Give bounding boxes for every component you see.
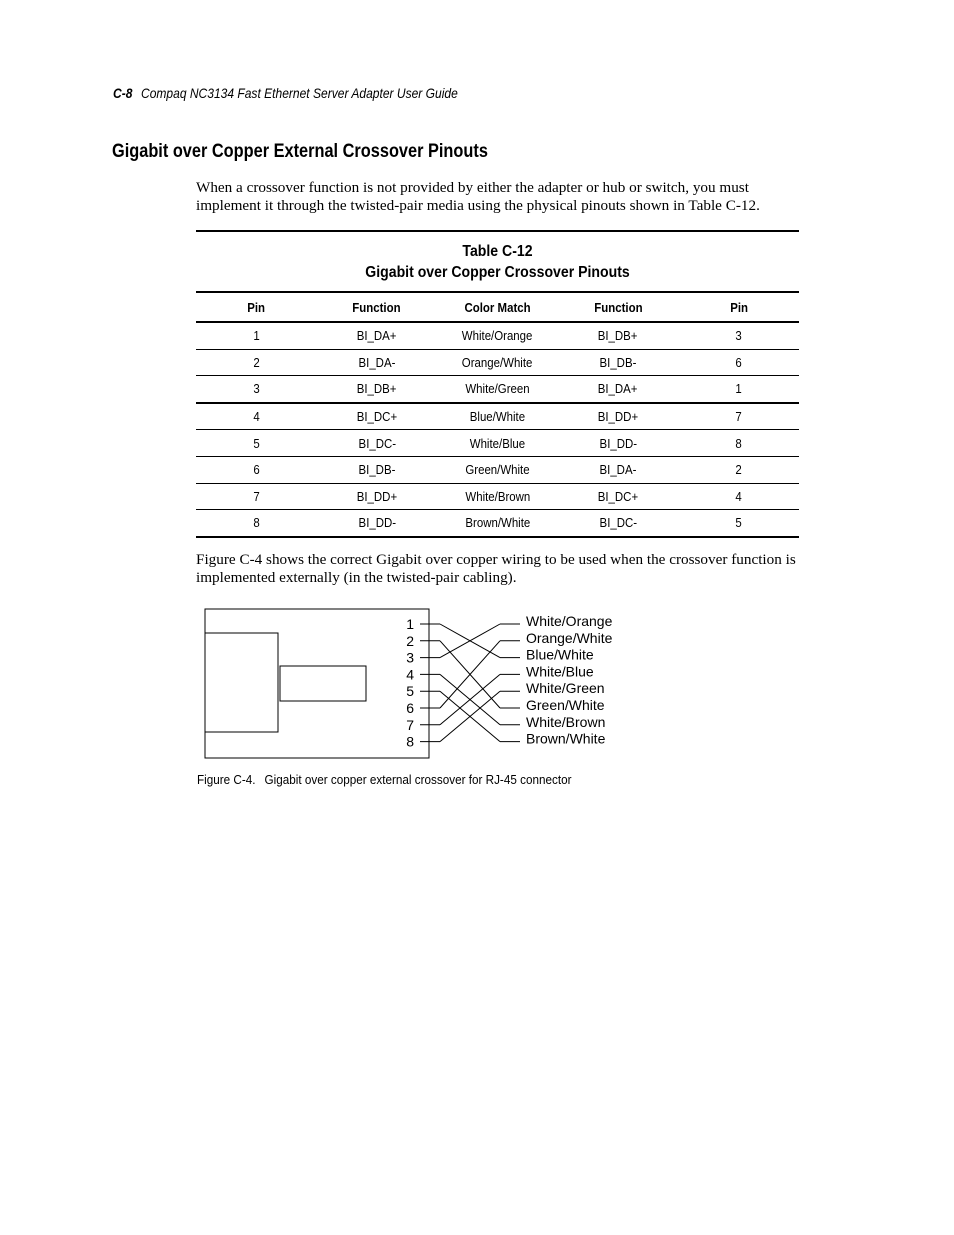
table-cell: 7 [196, 483, 317, 510]
table-cell: Brown/White [437, 510, 558, 537]
table-cell: BI_DD+ [558, 403, 679, 430]
table-cell: BI_DB+ [317, 376, 438, 403]
table-cell: 7 [678, 403, 799, 430]
pin-leads [420, 624, 440, 742]
column-header: Function [558, 292, 679, 322]
table-cell: BI_DC- [317, 430, 438, 457]
table-cell: BI_DA- [317, 349, 438, 376]
table-cell: BI_DB- [317, 456, 438, 483]
table-row [196, 430, 799, 457]
table-cell: White/Brown [437, 483, 558, 510]
table-cell: BI_DA- [558, 456, 679, 483]
crossover-wires [440, 624, 500, 742]
running-header [113, 85, 458, 101]
crossover-diagram [200, 604, 630, 764]
table-cell: 5 [196, 430, 317, 457]
figure-caption-text: Gigabit over copper external crossover for RJ-45 connector [264, 772, 572, 787]
column-header: Color Match [437, 292, 558, 322]
table-cell: BI_DC+ [558, 483, 679, 510]
intro-paragraph: When a crossover function is not provided by either the adapter or hub or switch, you must implement it through the twisted-pair media using the physical pinouts shown in Table C-12. [196, 179, 760, 214]
table-cell: White/Orange [437, 322, 558, 349]
column-header: Pin [678, 292, 799, 322]
table-row [196, 349, 799, 376]
pin-number-label: 3 [406, 649, 414, 666]
wire-color-label: White/Blue [526, 663, 594, 680]
wire-color-labels [526, 613, 613, 747]
pin-number-label: 1 [406, 616, 414, 632]
connector-tab [280, 666, 366, 701]
table-cell: 4 [196, 403, 317, 430]
column-header: Pin [196, 292, 317, 322]
table-cell: 8 [196, 510, 317, 537]
table-row [196, 483, 799, 510]
guide-title: Compaq NC3134 Fast Ethernet Server Adapter User Guide [141, 85, 458, 101]
column-header: Function [317, 292, 438, 322]
wire-color-label: White/Green [526, 680, 605, 697]
table-caption [196, 241, 799, 283]
table-row [196, 510, 799, 537]
table-cell: 8 [678, 430, 799, 457]
pin-number-label: 8 [406, 733, 414, 750]
pinout-table [196, 291, 799, 538]
connector-body [205, 633, 278, 732]
wire-color-label: Brown/White [526, 730, 606, 747]
wire-color-label: Green/White [526, 697, 605, 713]
table-number: Table C-12 [462, 243, 533, 260]
table-cell: White/Blue [437, 430, 558, 457]
pin-number-label: 6 [406, 700, 414, 716]
table-cell: BI_DD- [558, 430, 679, 457]
figure-caption-label: Figure C-4. [197, 772, 256, 787]
table-cell: BI_DD+ [317, 483, 438, 510]
pin-number-label: 7 [406, 716, 414, 733]
table-cell: 2 [196, 349, 317, 376]
table-row [196, 376, 799, 403]
table-cell: 4 [678, 483, 799, 510]
table-cell: 1 [678, 376, 799, 403]
table-cell: White/Green [437, 376, 558, 403]
page-number: C-8 [113, 85, 133, 101]
table-cell: Orange/White [437, 349, 558, 376]
pin-number-label: 2 [406, 632, 414, 649]
table-cell: 3 [196, 376, 317, 403]
table-header-row [196, 292, 799, 322]
table-title: Gigabit over Copper Crossover Pinouts [365, 264, 630, 281]
table-cell: BI_DC+ [317, 403, 438, 430]
wire-color-label: White/Brown [526, 713, 606, 730]
table-cell: BI_DC- [558, 510, 679, 537]
table-cell: 1 [196, 322, 317, 349]
table-row [196, 322, 799, 349]
pin-labels [406, 616, 414, 750]
table-cell: BI_DA+ [558, 376, 679, 403]
table-top-rule [196, 230, 799, 232]
table-cell: Blue/White [437, 403, 558, 430]
table-cell: 5 [678, 510, 799, 537]
wire-color-label: Blue/White [526, 646, 594, 663]
table-cell: BI_DA+ [317, 322, 438, 349]
table-cell: 3 [678, 322, 799, 349]
table-cell: BI_DD- [317, 510, 438, 537]
wire-color-label: White/Orange [526, 613, 613, 629]
table-cell: 2 [678, 456, 799, 483]
table-row [196, 456, 799, 483]
table-cell: BI_DB- [558, 349, 679, 376]
pin-number-label: 5 [406, 683, 414, 700]
table-cell: 6 [678, 349, 799, 376]
table-cell: Green/White [437, 456, 558, 483]
wire-color-label: Orange/White [526, 629, 613, 646]
section-title: Gigabit over Copper External Crossover Pinouts [112, 141, 488, 162]
figure-paragraph: Figure C-4 shows the correct Gigabit over copper wiring to be used when the crossover function is implemented externally (in the twisted-pair cabling). [196, 551, 796, 586]
wire-leads [500, 624, 520, 742]
figure-caption [197, 772, 571, 787]
table-row [196, 403, 799, 430]
rj45-connector-outline [205, 609, 429, 758]
pin-number-label: 4 [406, 666, 414, 683]
table-cell: 6 [196, 456, 317, 483]
table-cell: BI_DB+ [558, 322, 679, 349]
